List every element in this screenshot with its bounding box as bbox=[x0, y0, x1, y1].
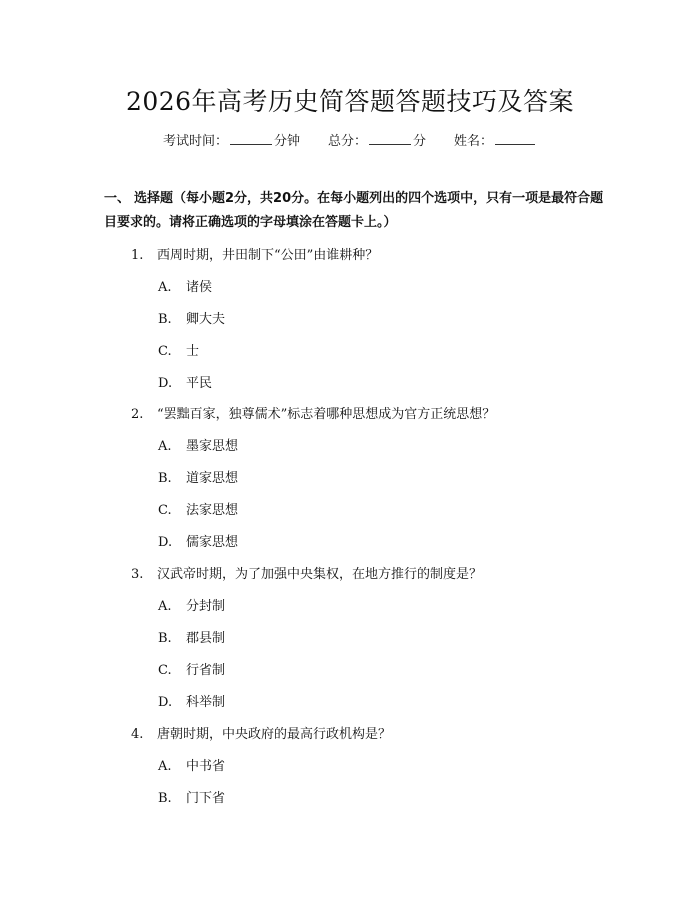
exam-meta bbox=[0, 130, 700, 149]
option-letter: B. bbox=[158, 471, 172, 486]
question-3 bbox=[131, 563, 482, 582]
option-2a bbox=[158, 435, 238, 454]
exam-time bbox=[163, 130, 300, 149]
option-3d bbox=[158, 691, 225, 710]
option-3a bbox=[158, 595, 225, 614]
option-text: 诸侯 bbox=[186, 280, 213, 295]
option-letter: D. bbox=[158, 535, 173, 550]
name-blank bbox=[495, 132, 535, 145]
option-letter: C. bbox=[158, 663, 172, 678]
option-letter: B. bbox=[158, 791, 172, 806]
option-letter: B. bbox=[158, 312, 172, 327]
option-2c bbox=[158, 499, 238, 518]
option-letter: A. bbox=[158, 599, 172, 614]
page-title: 2026年高考历史简答题答题技巧及答案 bbox=[125, 87, 575, 116]
option-text: 平民 bbox=[186, 376, 213, 391]
option-letter: D. bbox=[158, 376, 173, 391]
option-3c bbox=[158, 659, 225, 678]
question-text: 西周时期，井田制下“公田”由谁耕种？ bbox=[157, 248, 379, 263]
question-number: 4. bbox=[131, 727, 144, 742]
option-2b bbox=[158, 467, 238, 486]
score-blank bbox=[369, 132, 411, 145]
question-number: 2. bbox=[131, 407, 144, 422]
option-text: 法家思想 bbox=[186, 503, 239, 518]
question-2 bbox=[131, 403, 495, 422]
question-1 bbox=[131, 244, 378, 263]
option-3b bbox=[158, 627, 225, 646]
option-letter: C. bbox=[158, 503, 172, 518]
time-unit: 分钟 bbox=[273, 134, 300, 149]
question-number: 3. bbox=[131, 567, 144, 582]
option-letter: D. bbox=[158, 695, 173, 710]
option-letter: C. bbox=[158, 344, 172, 359]
option-1a bbox=[158, 276, 212, 295]
time-blank bbox=[230, 132, 272, 145]
total-score bbox=[328, 130, 426, 149]
score-label: 总分： bbox=[327, 134, 367, 149]
question-text: “罢黜百家，独尊儒术”标志着哪种思想成为官方正统思想？ bbox=[157, 407, 496, 422]
option-text: 中书省 bbox=[186, 759, 226, 774]
option-text: 道家思想 bbox=[186, 471, 239, 486]
option-2d bbox=[158, 531, 238, 550]
student-name bbox=[454, 130, 537, 149]
option-1b bbox=[158, 308, 225, 327]
time-label: 考试时间： bbox=[162, 134, 228, 149]
option-4a bbox=[158, 755, 225, 774]
option-letter: A. bbox=[158, 280, 172, 295]
option-letter: B. bbox=[158, 631, 172, 646]
section-instructions: 选择题（每小题2分，共20分。在每小题列出的四个选项中，只有一项是最符合题目要求的。请将正确选项的字母填涂在答题卡上。） bbox=[104, 191, 604, 230]
option-text: 儒家思想 bbox=[186, 535, 239, 550]
option-letter: A. bbox=[158, 439, 172, 454]
question-text: 汉武帝时期，为了加强中央集权，在地方推行的制度是？ bbox=[157, 567, 483, 582]
option-text: 卿大夫 bbox=[186, 312, 226, 327]
option-text: 行省制 bbox=[186, 663, 226, 678]
section-number: 一、 bbox=[104, 191, 131, 206]
name-label: 姓名： bbox=[454, 134, 494, 149]
option-text: 墨家思想 bbox=[186, 439, 239, 454]
option-4b bbox=[158, 787, 225, 806]
option-letter: A. bbox=[158, 759, 172, 774]
option-text: 门下省 bbox=[186, 791, 226, 806]
option-text: 分封制 bbox=[186, 599, 226, 614]
question-number: 1. bbox=[131, 248, 144, 263]
score-unit: 分 bbox=[413, 134, 427, 149]
option-text: 科举制 bbox=[186, 695, 226, 710]
question-4 bbox=[131, 723, 391, 742]
option-text: 士 bbox=[186, 344, 200, 359]
option-1c bbox=[158, 340, 199, 359]
question-text: 唐朝时期，中央政府的最高行政机构是？ bbox=[157, 727, 392, 742]
section-heading bbox=[104, 187, 604, 235]
option-1d bbox=[158, 372, 212, 391]
option-text: 郡县制 bbox=[186, 631, 226, 646]
